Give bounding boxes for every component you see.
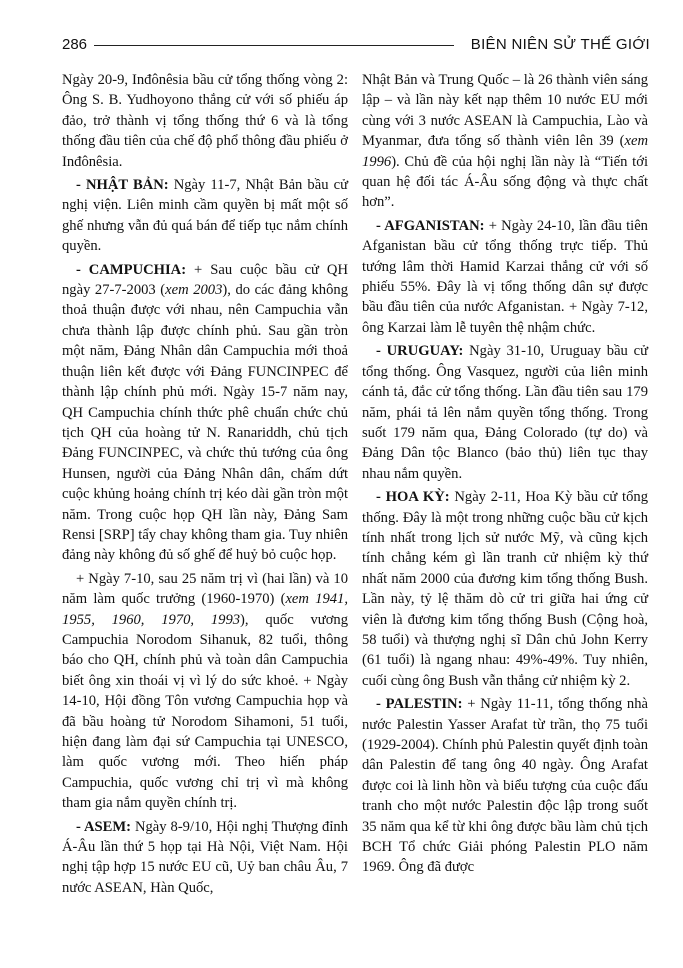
right-column bbox=[362, 70, 648, 881]
paragraph bbox=[362, 487, 648, 691]
paragraph bbox=[62, 175, 348, 257]
text-run: Ngày 31-10, Uruguay bầu cử tổng thống. Ông Vasquez, người của liên minh cánh tả, đắc cử tổng thống. Lần đầu tiên sau 179 năm, phái tả lên nắm quyền tổng thống. Trong suốt 179 năm qua, Đảng Colorado (tự do) và Đảng Dân tộc Blanco (bảo thủ) liên tục thay nhau nắm quyền. bbox=[362, 343, 648, 482]
text-run: + Sau cuộc bầu cử QH ngày 27-7-2003 ( bbox=[62, 261, 348, 299]
text-run: ), do các đảng không thoả thuận được với nhau, nên Campuchia vẫn chưa thành lập được chính phủ. Sau gần tròn một năm, Đảng Nhân dân Campuchia mới thoả thuận liên kết được với Đảng FUNCINPEC để thành lập chính phủ mới. Ngày 15-7 năm nay, QH Campuchia chính thức phê chuẩn chức chủ tịch QH của hoàng tử N. Ranariddh, chủ tịch Đảng FUNCINPEC, và chức thủ tướng của ông Hunsen, người của Đảng Nhân dân, chấm dứt cuộc khủng hoảng chính trị kéo dài gần tròn một năm. Trong cuộc họp QH lần này, Đảng Sam Rensi [SRP] tẩy chay không tham gia. Tuy nhiên đảng này không đủ số ghế để huỷ bỏ cuộc họp. bbox=[62, 282, 348, 564]
cross-reference: xem 1941, 1955, 1960, 1970, 1993 bbox=[62, 591, 348, 628]
paragraph bbox=[362, 341, 648, 484]
running-title: BIÊN NIÊN SỬ THẾ GIỚI bbox=[470, 36, 650, 53]
text-run: ). Chủ đề của hội nghị lần này là “Tiến tới quan hệ đối tác Á-Âu sống động và thực chất hơn”. bbox=[362, 153, 648, 211]
entry-label: - URUGUAY: bbox=[376, 343, 464, 360]
cross-reference: xem 1996 bbox=[362, 133, 648, 170]
page-header bbox=[62, 34, 650, 56]
entry-label: - CAMPUCHIA: bbox=[76, 261, 187, 278]
entry-label: - AFGANISTAN: bbox=[376, 217, 485, 234]
paragraph bbox=[62, 260, 348, 566]
entry-label: - ASEM: bbox=[76, 818, 132, 835]
entry-label: - PALESTIN: bbox=[376, 696, 463, 713]
text-run: + Ngày 7-10, sau 25 năm trị vì (hai lần) và 10 năm làm quốc trưởng (1960-1970) ( bbox=[62, 570, 348, 608]
paragraph bbox=[62, 569, 348, 814]
text-run: ), quốc vương Campuchia Norodom Sihanuk, 82 tuổi, thông báo cho QH, chính phủ và toàn dân Campuchia biết ông xin thoái vị vì lý do sức khoẻ. + Ngày 14-10, Hội đồng Tôn vương Campuchia họp và đã bầu hoàng tử Norodom Sihamoni, 51 tuổi, hiện đang làm đại sứ Campuchia tại UNESCO, làm quốc vương mới. Theo hiến pháp Campuchia, quốc vương chỉ trị vì mà không tham gia nắm quyền chính trị. bbox=[62, 611, 349, 812]
text-run: Ngày 2-11, Hoa Kỳ bầu cử tổng thống. Đây là một trong những cuộc bầu cử kịch tính nhất trong lịch sử nước Mỹ, và cũng kịch tính chẳng kém gì lần tranh cử nhiệm kỳ thứ nhất năm 2000 của đương kim tổng thống Bush. Lần này, tỷ lệ thăm dò cử tri giữa hai ứng cử viên là đương kim tổng thống Bush (Cộng hoà, 58 tuổi) và thượng nghị sĩ Dân chủ John Kerry (61 tuổi) là ngang nhau: 49%-49%. Tuy nhiên, cuối cùng ông Bush vẫn thắng cử nhiệm kỳ 2. bbox=[362, 489, 649, 689]
paragraph bbox=[362, 694, 648, 878]
text-run: Ngày 8-9/10, Hội nghị Thượng đỉnh Á-Âu lần thứ 5 họp tại Hà Nội, Việt Nam. Hội nghị tập hợp 15 nước EU cũ, Uỷ ban châu Âu, 7 nước ASEAN, Hàn Quốc, bbox=[62, 818, 348, 896]
paragraph bbox=[362, 70, 648, 213]
paragraph bbox=[62, 70, 348, 172]
text-run: Nhật Bản và Trung Quốc – là 26 thành viên sáng lập – và lần này kết nạp thêm 10 nước EU mới cùng với 3 nước ASEAN là Campuchia, Lào và Myanmar, đưa tổng số thành viên lên 39 ( bbox=[362, 72, 648, 150]
left-column bbox=[62, 70, 348, 901]
text-run: + Ngày 24-10, lần đầu tiên Afganistan bầu cử tổng thống trực tiếp. Thủ tướng lâm thời Hamid Karzai thắng cử với số phiếu 55%. Đây là vị tổng thống dân sự được bầu đầu tiên của nước Afganistan. + Ngày 7-12, ông Karzai làm lễ tuyên thệ nhậm chức. bbox=[362, 217, 648, 336]
text-run: Ngày 11-7, Nhật Bản bầu cử nghị viện. Liên minh cầm quyền bị mất một số ghế nhưng vẫn đủ quá bán để tiếp tục nắm chính quyền. bbox=[62, 177, 348, 255]
entry-label: - NHẬT BẢN: bbox=[76, 177, 169, 194]
header-rule bbox=[94, 45, 454, 46]
text-run: + Ngày 11-11, tổng thống nhà nước Palestin Yasser Arafat từ trần, thọ 75 tuổi (1929-2004). Chính phủ Palestin quyết định toàn dân Palestin để tang ông 40 ngày. Ông Arafat được coi là linh hồn và biểu tượng của cuộc đấu tranh cho một nước Palestin độc lập trong suốt 35 năm qua kể từ khi ông được bầu làm chủ tịch BCH Tổ chức Giải phóng Palestin PLO năm 1969. Ông đã được bbox=[362, 696, 648, 876]
entry-label: - HOA KỲ: bbox=[376, 489, 450, 506]
cross-reference: xem 2003 bbox=[165, 282, 223, 299]
page-number: 286 bbox=[62, 36, 88, 53]
paragraph bbox=[362, 216, 648, 338]
text-run: Ngày 20-9, Inđônêsia bầu cử tổng thống vòng 2: Ông S. B. Yudhoyono thắng cử với số phiếu áp đảo, trở thành vị tổng thống thứ 6 và là tổng thống đầu tiên của chế độ phổ thông đầu phiếu ở Inđônêsia. bbox=[62, 72, 348, 170]
paragraph bbox=[62, 817, 348, 899]
